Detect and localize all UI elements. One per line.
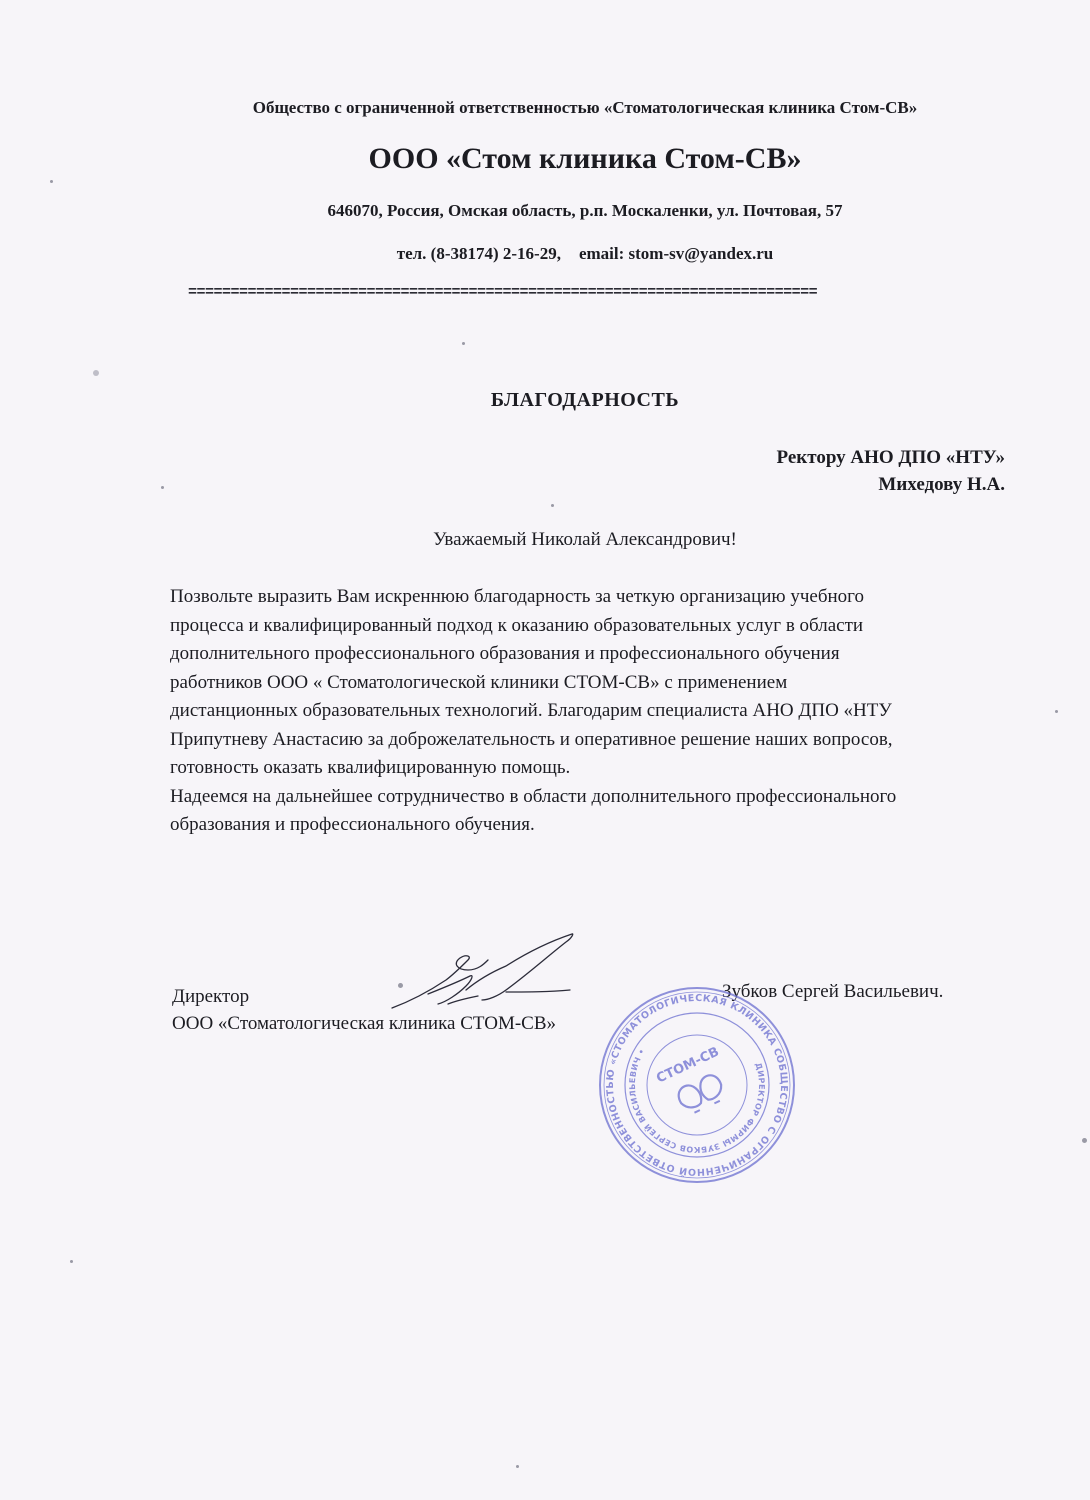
addressee-block bbox=[777, 444, 1006, 498]
body-line: Позвольте выразить Вам искреннюю благодарность за четкую организацию учебного bbox=[170, 586, 864, 607]
signer-name: Зубков Сергей Васильевич. bbox=[722, 981, 944, 1002]
org-contacts bbox=[95, 244, 1075, 264]
scan-speck bbox=[70, 1260, 73, 1263]
handwritten-signature bbox=[388, 930, 588, 1020]
org-short-name: ООО «Стом клиника Стом-СВ» bbox=[368, 142, 802, 175]
addressee-line-1: Ректору АНО ДПО «НТУ» bbox=[776, 447, 1005, 468]
scan-speck bbox=[1082, 1138, 1087, 1143]
scan-speck bbox=[516, 1465, 519, 1468]
letterhead-divider: ========================================================================== bbox=[188, 284, 818, 301]
scan-speck bbox=[161, 486, 164, 489]
org-phone: тел. (8-38174) 2-16-29, bbox=[396, 244, 561, 263]
stamp-center-text: СТОМ-СВ bbox=[654, 1044, 722, 1087]
body-line: Припутневу Анастасию за доброжелательность и оперативное решение наших вопросов, bbox=[170, 728, 893, 750]
body-line: дистанционных образовательных технологий. Благодарим специалиста АНО ДПО «НТУ bbox=[170, 700, 892, 721]
scan-speck bbox=[551, 504, 554, 507]
signer-position: Директор bbox=[172, 986, 250, 1007]
body-line: Надеемся на дальнейшее сотрудничество в области дополнительного профессионального bbox=[170, 785, 897, 807]
scan-speck bbox=[50, 180, 53, 183]
org-address: 646070, Россия, Омская область, р.п. Москаленки, ул. Почтовая, 57 bbox=[327, 201, 843, 220]
stamp-outer-text: ОБЩЕСТВО С ОГРАНИЧЕННОЙ ОТВЕТСТВЕННОСТЬЮ «СТОМАТОЛОГИЧЕСКАЯ КЛИНИКА СТОМ-СВ» bbox=[604, 992, 790, 1178]
org-full-name: Общество с ограниченной ответственностью «Стоматологическая клиника Стом-СВ» bbox=[252, 98, 918, 117]
org-email: email: stom-sv@yandex.ru bbox=[578, 244, 774, 263]
document-title: БЛАГОДАРНОСТЬ bbox=[490, 389, 680, 411]
letter-body bbox=[170, 583, 1030, 840]
scan-speck bbox=[93, 370, 99, 376]
scan-speck bbox=[1055, 710, 1058, 713]
body-line: образования и профессионального обучения. bbox=[170, 814, 535, 835]
signer-organization: ООО «Стоматологическая клиника СТОМ-СВ» bbox=[172, 1013, 557, 1034]
body-line: дополнительного профессионального образования и профессионального обучения bbox=[170, 643, 840, 664]
scan-speck bbox=[462, 342, 465, 345]
body-line: готовность оказать квалифицированную помощь. bbox=[170, 757, 571, 778]
scan-speck bbox=[398, 983, 403, 988]
addressee-line-2: Михедову Н.А. bbox=[878, 474, 1005, 495]
official-stamp bbox=[597, 985, 797, 1185]
stamp-inner-text: ДИРЕКТОР ФИРМЫ ЗУБКОВ СЕРГЕЙ ВАСИЛЬЕВИЧ • bbox=[627, 1047, 767, 1155]
salutation: Уважаемый Николай Александрович! bbox=[433, 529, 737, 550]
body-line: процесса и квалифицированный подход к оказанию образовательных услуг в области bbox=[170, 614, 864, 636]
body-line: работников ООО « Стоматологической клиники СТОМ-СВ» с применением bbox=[170, 671, 788, 693]
